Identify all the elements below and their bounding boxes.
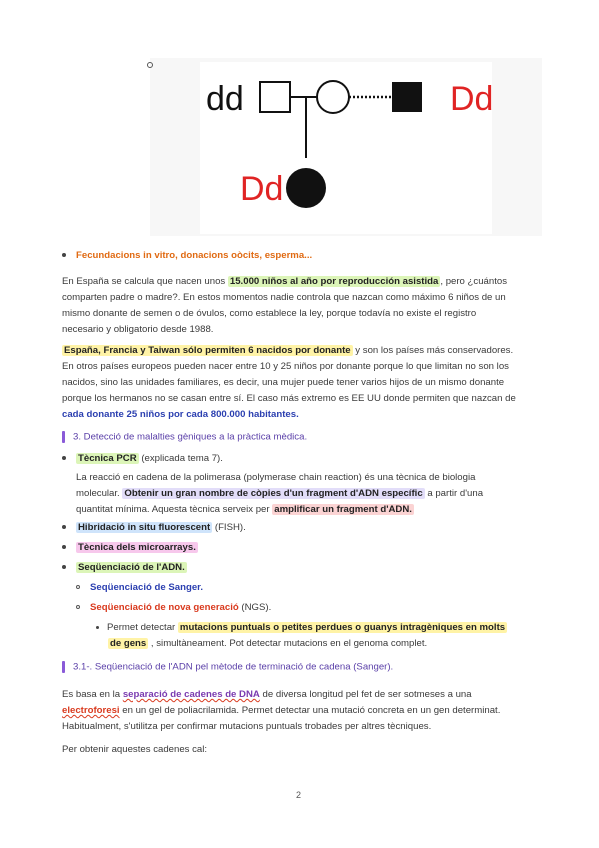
pcr-line: La reacció en cadena de la polimerasa (polymerase chain reaction) és una tècnica de biologia — [76, 472, 476, 483]
pcr-text: a partir d'una — [424, 488, 484, 499]
section-heading-3-1 — [62, 661, 393, 673]
pedigree-svg — [150, 58, 542, 236]
para1-text: En España se calcula que nacen unos — [62, 276, 228, 287]
list-item-microarrays — [62, 540, 198, 556]
pcr-note: (explicada tema 7). — [138, 453, 223, 464]
bullet-dot — [62, 253, 66, 257]
para1-text: , pero ¿cuántos — [440, 276, 508, 287]
para3-line: Habitualment, s'utilitza per confirmar mutacions puntuals trobades per altres tècniques. — [62, 721, 432, 732]
fecundacions-text: Fecundacions in vitro, donacions oòcits, esperma... — [76, 250, 313, 261]
para4-text: Per obtenir aquestes cadenes cal: — [62, 744, 208, 755]
highlight-15000: 15.000 niños al año por reproducción asistida — [229, 276, 439, 287]
pcr-text: molecular. — [76, 488, 123, 499]
bullet-dot — [62, 545, 66, 549]
pedigree-label-left: dd — [206, 80, 244, 118]
section-heading-3 — [62, 431, 307, 443]
empty-list-bullet — [147, 62, 153, 68]
para2-line: porque los hermanos no se casan entre sí. El caso más extremo es EE UU donde permiten que nazcan de — [62, 393, 516, 404]
para3-text: de diversa longitud pel fet de ser sotmeses a una — [259, 689, 472, 700]
microarrays-title: Tècnica dels microarrays. — [78, 542, 196, 553]
para2-handwritten-line: cada donante 25 niños por cada 800.000 habitantes. — [62, 409, 299, 420]
handwritten-separation: separació de cadenes de DNA — [122, 689, 260, 700]
para1-line: comparten padre o madre?. En estos momentos nadie controla que nazcan como máximo 6 niños de un — [62, 292, 506, 303]
paragraph-sanger-method — [62, 687, 542, 735]
male-donor-filled-square — [392, 82, 422, 112]
pedigree-diagram — [150, 58, 542, 236]
circle-bullet — [76, 585, 80, 589]
heading-bar — [62, 661, 65, 673]
ngs-sub-text: Permet detectar — [107, 622, 178, 633]
highlight-copies: Obtenir un gran nombre de còpies d'un fragment d'ADN específic — [124, 488, 423, 499]
highlight-amplify: amplificar un fragment d'ADN. — [274, 504, 412, 515]
para1-line: necesario y obligatorio desde 1988. — [62, 324, 214, 335]
bullet-fecundacions — [62, 248, 312, 264]
heading-3-1-text: 3.1-. Seqüenciació de l'ADN pel mètode de terminació de cadena (Sanger). — [73, 661, 394, 673]
fish-title: Hibridació in situ fluorescent — [78, 522, 211, 533]
highlight-spain-france: España, Francia y Taiwan sólo permiten 6 nacidos por donante — [64, 345, 351, 356]
bullet-dot — [62, 525, 66, 529]
child-affected-circle — [286, 168, 326, 208]
sequencing-title: Seqüenciació de l'ADN. — [78, 562, 185, 573]
page-number: 2 — [296, 790, 302, 800]
bullet-dot — [62, 456, 66, 460]
sanger-item: Seqüenciació de Sanger. — [90, 582, 204, 593]
pedigree-label-child: Dd — [240, 170, 284, 208]
circle-bullet — [76, 605, 80, 609]
para2-line: nacidos, sino las unidades familiares, es decir, una mujer puede tener varios hijos de un mismo donante — [62, 377, 505, 388]
para2-text: y son los países más conservadores. — [352, 345, 514, 356]
para1-line: mismo donante de semen o de óvulos, como establece la ley, porque todavía no existe el registro — [62, 308, 477, 319]
ngs-sub-text: , simultàneament. Pot detectar mutacions en el genoma complet. — [148, 638, 428, 649]
ngs-note: (NGS). — [238, 602, 272, 613]
heading-3-text: 3. Detecció de malalties gèniques a la pràctica mèdica. — [73, 431, 308, 443]
list-item-fish — [62, 520, 246, 536]
para3-text: Es basa en la — [62, 689, 123, 700]
pcr-text: quantitat mínima. Aquesta tècnica serveix per — [76, 504, 273, 515]
paragraph-donor-limits — [62, 343, 542, 423]
list-item-pcr — [62, 451, 542, 518]
fish-note: (FISH). — [212, 522, 246, 533]
paragraph-obtain-chains — [62, 742, 207, 758]
highlight-genes: de gens — [110, 638, 147, 649]
bullet-dot — [96, 626, 99, 629]
pcr-title: Tècnica PCR — [78, 453, 137, 464]
para2-line: En otros países europeos pueden nacer entre 10 y 25 niños por donante porque lo que limitan no son los — [62, 361, 509, 372]
list-item-sequencing — [62, 560, 542, 652]
bullet-dot — [62, 565, 66, 569]
pedigree-label-right: Dd — [450, 80, 494, 118]
highlight-mutations: mutacions puntuals o petites perdues o guanys intragèniques en molts — [179, 622, 506, 633]
female-unaffected-circle — [317, 81, 349, 113]
para3-text: en un gel de poliacrilamida. Permet detectar una mutació concreta en un gen determinat. — [119, 705, 501, 716]
male-unaffected-square — [260, 82, 290, 112]
paragraph-spain-births — [62, 274, 542, 338]
handwritten-electroforesi: electroforesi — [62, 705, 120, 716]
ngs-item: Seqüenciació de nova generació — [90, 602, 239, 613]
heading-bar — [62, 431, 65, 443]
